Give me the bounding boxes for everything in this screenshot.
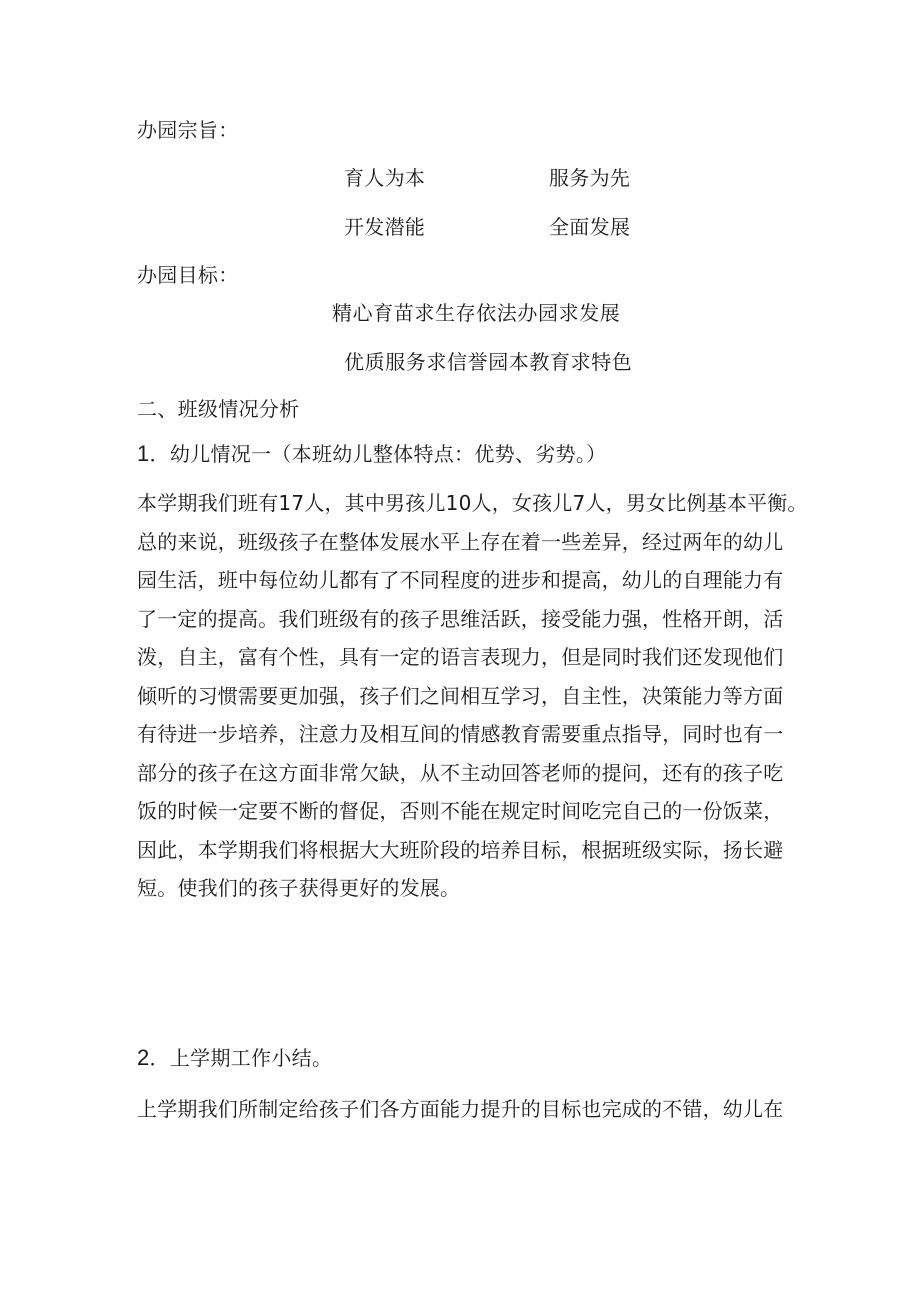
paragraph-line: 园生活，班中每位幼儿都有了不同程度的进步和提高，幼儿的自理能力有 (137, 568, 784, 592)
goals-line: 精心育苗求生存依法办园求发展 (332, 301, 621, 325)
paragraph-line: 因此，本学期我们将根据大大班阶段的培养目标，根据班级实际，扬长避 (137, 837, 784, 862)
mission-item: 育人为本 (344, 166, 426, 190)
mission-item: 全面发展 (549, 215, 631, 239)
item2-number: 2 (137, 1045, 150, 1070)
paragraph-line: 本学期我们班有17人，其中男孩儿10人，女孩儿7人，男女比例基本平衡。 (137, 491, 808, 515)
goals-label: 办园目标： (137, 263, 239, 287)
item2-title: ．上学期工作小结。 (149, 1046, 333, 1070)
item1-title: ．幼儿情况一（本班幼儿整体特点：优势、劣势。） (149, 442, 607, 466)
paragraph-line: 部分的孩子在这方面非常欠缺，从不主动回答老师的提问，还有的孩子吃 (137, 760, 784, 785)
item2-paragraph (137, 1090, 797, 1129)
paragraph-line: 饭的时候一定要不断的督促，否则不能在规定时间吃完自己的一份饭菜， (137, 799, 784, 823)
item2-heading (137, 1046, 332, 1070)
paragraph-line: 有待进一步培养，注意力及相互间的情感教育需要重点指导，同时也有一 (137, 722, 784, 746)
paragraph-line: 倾听的习惯需要更加强，孩子们之间相互学习，自主性，决策能力等方面 (137, 683, 784, 708)
item1-paragraph (137, 484, 808, 908)
section-heading: 二、班级情况分析 (137, 397, 300, 421)
paragraph-line: 泼，自主，富有个性，具有一定的语言表现力，但是同时我们还发现他们 (137, 645, 784, 669)
goals-line: 优质服务求信誉园本教育求特色 (344, 350, 633, 374)
mission-item: 开发潜能 (344, 215, 426, 239)
paragraph-line: 了一定的提高。我们班级有的孩子思维活跃，接受能力强，性格开朗，活 (137, 606, 784, 631)
mission-label: 办园宗旨： (137, 118, 239, 142)
paragraph-line: 总的来说，班级孩子在整体发展水平上存在着一些差异，经过两年的幼儿 (137, 529, 784, 554)
paragraph-line: 短。使我们的孩子获得更好的发展。 (137, 876, 461, 900)
item1-heading (137, 442, 606, 466)
mission-item: 服务为先 (549, 166, 631, 190)
paragraph-line: 上学期我们所制定给孩子们各方面能力提升的目标也完成的不错，幼儿在 (137, 1097, 784, 1121)
item1-number: 1 (137, 441, 150, 466)
